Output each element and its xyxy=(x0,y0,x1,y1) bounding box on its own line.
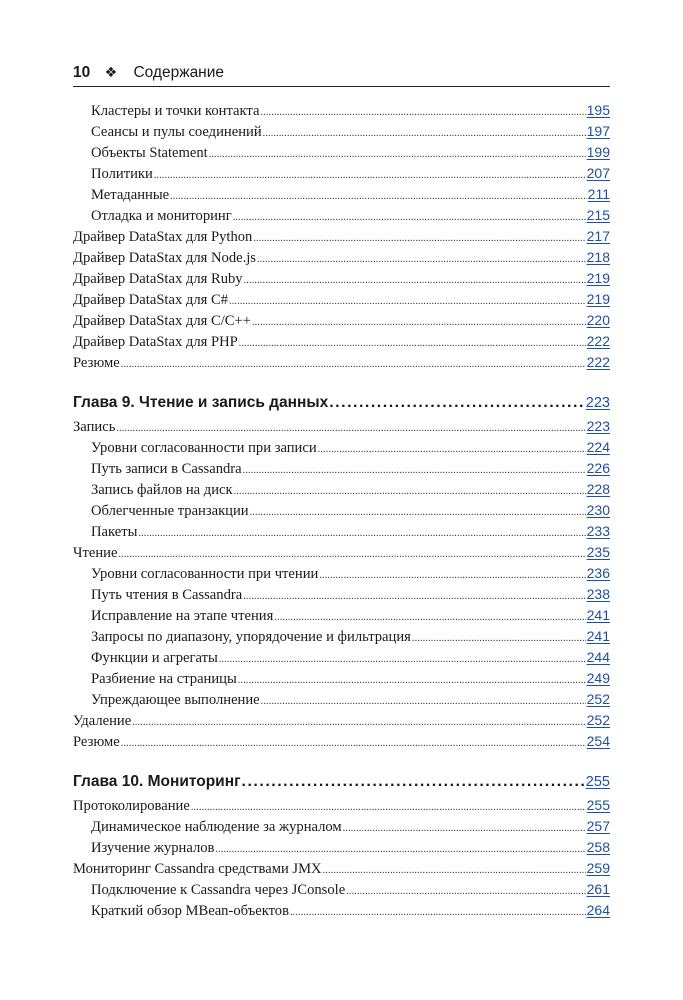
toc-entry-row[interactable] xyxy=(73,837,610,858)
dot-leader xyxy=(118,544,585,565)
toc-page-link[interactable]: 219 xyxy=(586,291,610,307)
toc-entry-row[interactable] xyxy=(73,121,610,142)
toc-page-link[interactable]: 259 xyxy=(586,860,610,876)
toc-page-link[interactable]: 264 xyxy=(586,902,610,918)
toc-entry-title: Протоколирование xyxy=(73,798,190,814)
toc-page-link[interactable]: 222 xyxy=(586,333,610,349)
toc-chapter-row[interactable] xyxy=(73,769,610,795)
ornament-icon: ❖ xyxy=(104,64,118,80)
toc-entry-title: Уровни согласованности при записи xyxy=(91,440,317,456)
header-section-title: Содержание xyxy=(133,64,225,81)
toc-entry-row[interactable] xyxy=(73,879,610,900)
toc-page-link[interactable]: 244 xyxy=(586,649,610,665)
toc-entry-title: Драйвер DataStax для C# xyxy=(73,292,229,308)
toc-entry-title: Драйвер DataStax для PHP xyxy=(73,334,238,350)
table-of-contents xyxy=(73,100,610,921)
dot-leader xyxy=(121,733,586,754)
toc-page-link[interactable]: 236 xyxy=(586,565,610,581)
toc-page-link[interactable]: 254 xyxy=(586,733,610,749)
toc-entry-title: Резюме xyxy=(73,734,120,750)
dot-leader xyxy=(252,312,586,333)
toc-entry-row[interactable] xyxy=(73,479,610,500)
toc-entry-title: Метаданные xyxy=(91,187,170,203)
toc-page-link[interactable]: 257 xyxy=(586,818,610,834)
dot-leader xyxy=(132,712,585,733)
toc-page-link[interactable]: 249 xyxy=(586,670,610,686)
toc-entry-row[interactable] xyxy=(73,584,610,605)
toc-entry-row[interactable] xyxy=(73,731,610,752)
toc-entry-title: Мониторинг Cassandra средствами JMX xyxy=(73,861,322,877)
toc-page-link[interactable]: 207 xyxy=(586,165,610,181)
toc-page-link[interactable]: 223 xyxy=(586,418,610,434)
dot-leader xyxy=(244,270,586,291)
toc-entry-row[interactable] xyxy=(73,226,610,247)
dot-leader xyxy=(138,523,585,544)
toc-entry-title: Упреждающее выполнение xyxy=(91,692,260,708)
toc-page-link[interactable]: 261 xyxy=(586,881,610,897)
toc-entry-title: Резюме xyxy=(73,355,120,371)
toc-entry-row[interactable] xyxy=(73,626,610,647)
toc-entry-title: Драйвер DataStax для Node.js xyxy=(73,250,256,266)
toc-entry-row[interactable] xyxy=(73,458,610,479)
toc-entry-title: Объекты Statement xyxy=(91,145,208,161)
dot-leader xyxy=(346,881,585,902)
toc-entry-row[interactable] xyxy=(73,563,610,584)
toc-entry-row[interactable] xyxy=(73,247,610,268)
dot-leader xyxy=(343,818,586,839)
toc-page-link[interactable]: 217 xyxy=(586,228,610,244)
toc-page-link[interactable]: 252 xyxy=(586,691,610,707)
toc-entry-row[interactable] xyxy=(73,163,610,184)
toc-entry-row[interactable] xyxy=(73,331,610,352)
header-rule xyxy=(73,86,610,87)
toc-entry-row[interactable] xyxy=(73,289,610,310)
toc-entry-row[interactable] xyxy=(73,647,610,668)
dot-leader xyxy=(229,291,586,312)
toc-page-link[interactable]: 255 xyxy=(585,774,610,790)
toc-entry-title: Политики xyxy=(91,166,153,182)
dot-leader xyxy=(329,390,585,416)
toc-entry-title: Изучение журналов xyxy=(91,840,215,856)
dot-leader xyxy=(233,207,586,228)
toc-entry-title: Драйвер DataStax для C/C++ xyxy=(73,313,251,329)
dot-leader xyxy=(263,123,586,144)
dot-leader xyxy=(290,902,586,923)
dot-leader xyxy=(319,565,585,586)
toc-entry-title: Сеансы и пулы соединений xyxy=(91,124,262,140)
toc-page-link[interactable]: 241 xyxy=(586,607,610,623)
dot-leader xyxy=(154,165,586,186)
toc-entry-title: Краткий обзор MBean-объектов xyxy=(91,903,289,919)
toc-entry-row[interactable] xyxy=(73,268,610,289)
toc-entry-title: Подключение к Cassandra через JConsole xyxy=(91,882,346,898)
dot-leader xyxy=(234,481,586,502)
toc-page-link[interactable]: 233 xyxy=(586,523,610,539)
toc-page-link[interactable]: 238 xyxy=(586,586,610,602)
toc-entry-row[interactable] xyxy=(73,858,610,879)
toc-entry-title: Драйвер DataStax для Python xyxy=(73,229,253,245)
toc-entry-title: Глава 10. Мониторинг xyxy=(73,773,241,790)
dot-leader xyxy=(121,354,586,375)
toc-entry-row[interactable] xyxy=(73,668,610,689)
toc-page-link[interactable]: 220 xyxy=(586,312,610,328)
toc-entry-title: Пакеты xyxy=(91,524,138,540)
toc-entry-row[interactable] xyxy=(73,816,610,837)
toc-entry-row[interactable] xyxy=(73,142,610,163)
toc-page-link[interactable]: 241 xyxy=(586,628,610,644)
toc-entry-title: Драйвер DataStax для Ruby xyxy=(73,271,243,287)
toc-page-link[interactable]: 211 xyxy=(587,186,610,202)
toc-page-link[interactable]: 223 xyxy=(585,395,610,411)
toc-page-link[interactable]: 219 xyxy=(586,270,610,286)
dot-leader xyxy=(261,691,586,712)
toc-entry-title: Запись xyxy=(73,419,116,435)
toc-entry-title: Уровни согласованности при чтении xyxy=(91,566,319,582)
toc-entry-title: Разбиение на страницы xyxy=(91,671,237,687)
toc-entry-title: Отладка и мониторинг xyxy=(91,208,232,224)
dot-leader xyxy=(242,769,585,795)
toc-page-link[interactable]: 218 xyxy=(586,249,610,265)
toc-entry-row[interactable] xyxy=(73,542,610,563)
toc-entry-title: Путь записи в Cassandra xyxy=(91,461,242,477)
toc-entry-title: Динамическое наблюдение за журналом xyxy=(91,819,342,835)
toc-entry-row[interactable] xyxy=(73,205,610,226)
toc-entry-row[interactable] xyxy=(73,310,610,331)
dot-leader xyxy=(257,249,586,270)
header-page-number: 10 xyxy=(73,64,91,81)
toc-page-link[interactable]: 199 xyxy=(586,144,610,160)
toc-entry-row[interactable] xyxy=(73,416,610,437)
toc-entry-row[interactable] xyxy=(73,710,610,731)
dot-leader xyxy=(170,186,587,207)
toc-entry-title: Запись файлов на диск xyxy=(91,482,233,498)
toc-entry-row[interactable] xyxy=(73,795,610,816)
toc-entry-row[interactable] xyxy=(73,352,610,373)
dot-leader xyxy=(253,228,585,249)
toc-page-link[interactable]: 235 xyxy=(586,544,610,560)
toc-entry-row[interactable] xyxy=(73,900,610,921)
dot-leader xyxy=(250,502,586,523)
toc-page-link[interactable]: 228 xyxy=(586,481,610,497)
toc-entry-title: Кластеры и точки контакта xyxy=(91,103,260,119)
toc-page-link[interactable]: 195 xyxy=(586,102,610,118)
dot-leader xyxy=(219,649,586,670)
dot-leader xyxy=(318,439,586,460)
toc-entry-title: Чтение xyxy=(73,545,118,561)
toc-chapter-row[interactable] xyxy=(73,390,610,416)
dot-leader xyxy=(260,102,585,123)
dot-leader xyxy=(243,586,585,607)
toc-page-link[interactable]: 258 xyxy=(586,839,610,855)
dot-leader xyxy=(239,333,586,354)
toc-entry-title: Исправление на этапе чтения xyxy=(91,608,274,624)
toc-page-link[interactable]: 226 xyxy=(586,460,610,476)
dot-leader xyxy=(209,144,586,165)
toc-entry-row[interactable] xyxy=(73,521,610,542)
toc-entry-title: Глава 9. Чтение и запись данных xyxy=(73,394,329,411)
toc-entry-row[interactable] xyxy=(73,100,610,121)
dot-leader xyxy=(412,628,586,649)
toc-page-link[interactable]: 222 xyxy=(586,354,610,370)
toc-page-link[interactable]: 215 xyxy=(586,207,610,223)
toc-entry-row[interactable] xyxy=(73,500,610,521)
dot-leader xyxy=(274,607,585,628)
running-head xyxy=(73,61,610,83)
dot-leader xyxy=(238,670,586,691)
dot-leader xyxy=(191,797,586,818)
toc-entry-row[interactable] xyxy=(73,605,610,626)
toc-entry-title: Путь чтения в Cassandra xyxy=(91,587,243,603)
toc-entry-row[interactable] xyxy=(73,437,610,458)
dot-leader xyxy=(116,418,585,439)
dot-leader xyxy=(323,860,586,881)
dot-leader xyxy=(243,460,586,481)
toc-entry-title: Функции и агрегаты xyxy=(91,650,218,666)
toc-page-link[interactable]: 255 xyxy=(586,797,610,813)
toc-page-link[interactable]: 224 xyxy=(586,439,610,455)
toc-entry-title: Облегченные транзакции xyxy=(91,503,249,519)
toc-page-link[interactable]: 252 xyxy=(586,712,610,728)
toc-page-link[interactable]: 230 xyxy=(586,502,610,518)
toc-entry-row[interactable] xyxy=(73,184,610,205)
toc-page-link[interactable]: 197 xyxy=(586,123,610,139)
dot-leader xyxy=(215,839,585,860)
toc-entry-row[interactable] xyxy=(73,689,610,710)
toc-entry-title: Запросы по диапазону, упорядочение и фильтрация xyxy=(91,629,411,645)
toc-entry-title: Удаление xyxy=(73,713,132,729)
